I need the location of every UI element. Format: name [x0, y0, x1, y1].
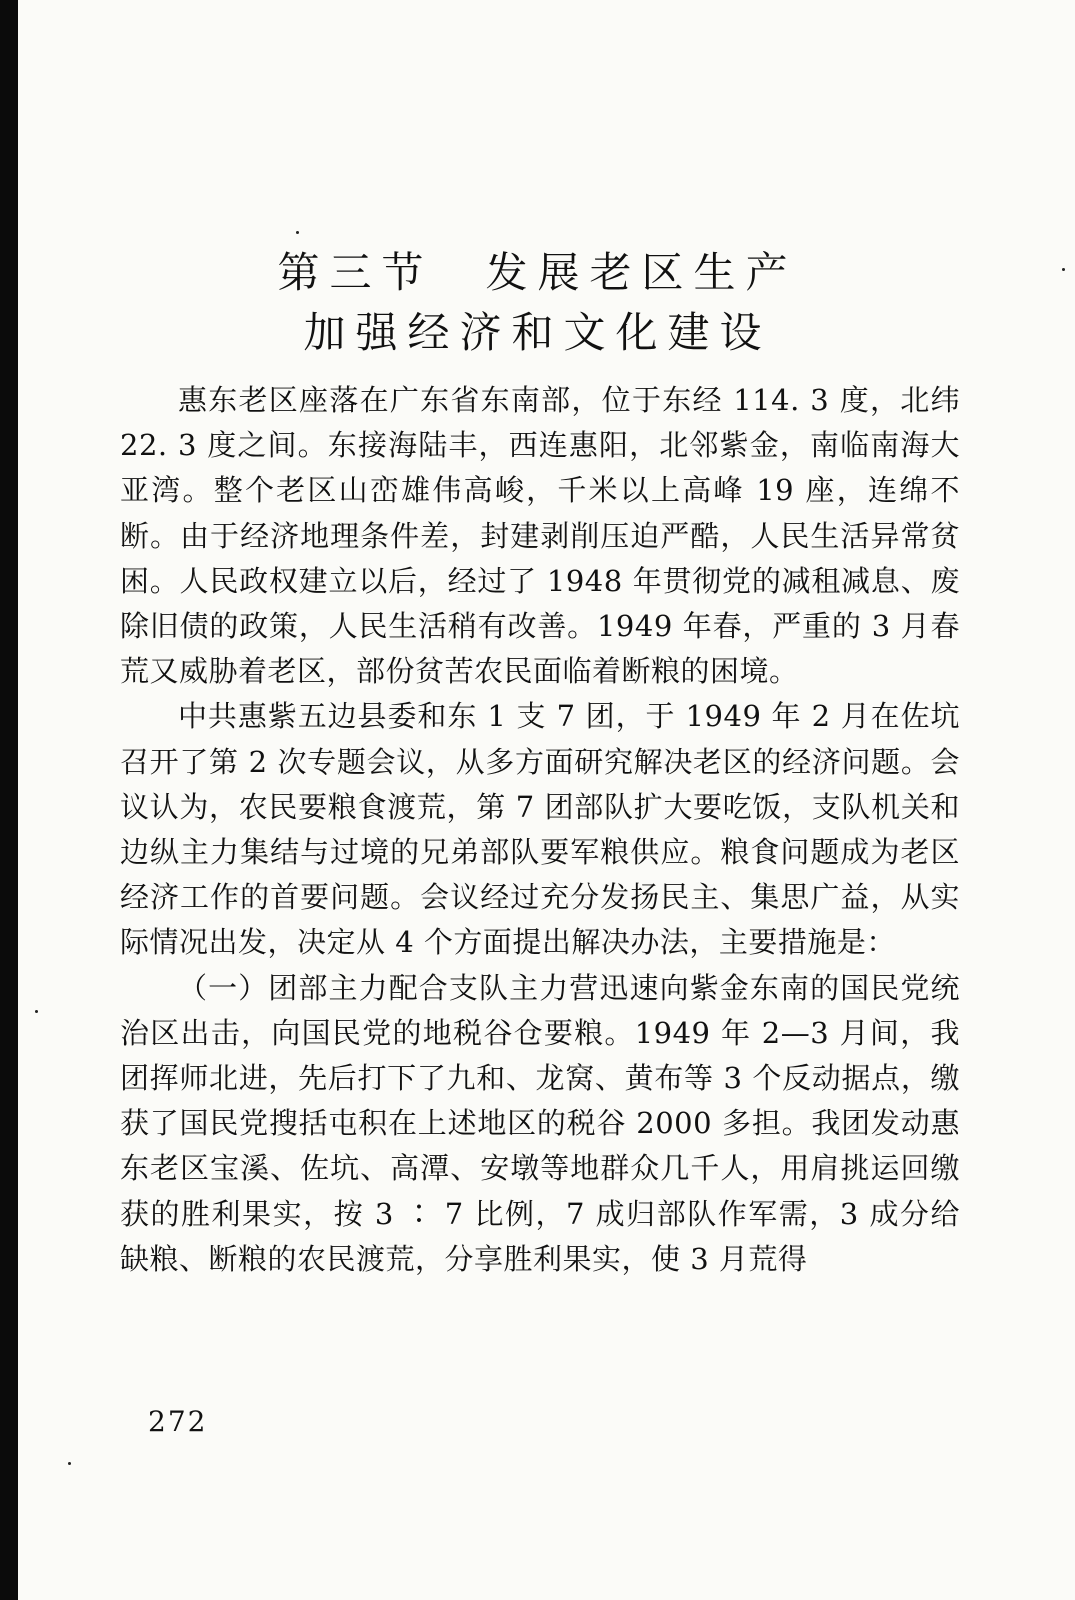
section-title-line1: 第三节 发展老区生产	[277, 248, 798, 297]
paragraph: （一）团部主力配合支队主力营迅速向紫金东南的国民党统治区出击，向国民党的地税谷仓要粮。1949 年 2—3 月间，我团挥师北进，先后打下了九和、龙窝、黄布等 3 个反动据点，缴获了国民党搜括屯积在上述地区的税谷 2000 多担。我团发动惠东老区宝溪、佐坑、高潭、安墩等地群众几千人，用肩挑运回缴获的胜利果实，按 3 ∶ 7 比例，7 成归部队作军需，3 成分给缺粮、断粮的农民渡荒，分享胜利果实，使 3 月荒得	[120, 970, 960, 1276]
page-number: 272	[148, 1405, 208, 1438]
paragraph: 惠东老区座落在广东省东南部，位于东经 114. 3 度，北纬 22. 3 度之间。东接海陆丰，西连惠阳，北邻紫金，南临南海大亚湾。整个老区山峦雄伟高峻，千米以上高峰 19 座，连绵不断。由于经济地理条件差，封建剥削压迫严酷，人民生活异常贫困。人民政权建立以后，经过了 1948 年贯彻党的减租减息、废除旧债的政策，人民生活稍有改善。1949 年春，严重的 3 月春荒又威胁着老区，部份贫苦农民面临着断粮的困境。	[120, 383, 960, 689]
section-title-line2: 加强经济和文化建设	[303, 308, 772, 357]
scan-speck	[296, 231, 299, 234]
scan-speck	[68, 1462, 71, 1465]
body-text	[120, 378, 960, 1282]
paragraph: 中共惠紫五边县委和东 1 支 7 团，于 1949 年 2 月在佐坑召开了第 2 次专题会议，从多方面研究解决老区的经济问题。会议认为，农民要粮食渡荒，第 7 团部队扩大要吃饭，支队机关和边纵主力集结与过境的兄弟部队要军粮供应。粮食问题成为老区经济工作的首要问题。会议经过充分发扬民主、集思广益，从实际情况出发，决定从 4 个方面提出解决办法，主要措施是：	[120, 699, 960, 960]
scan-speck	[35, 1010, 38, 1013]
